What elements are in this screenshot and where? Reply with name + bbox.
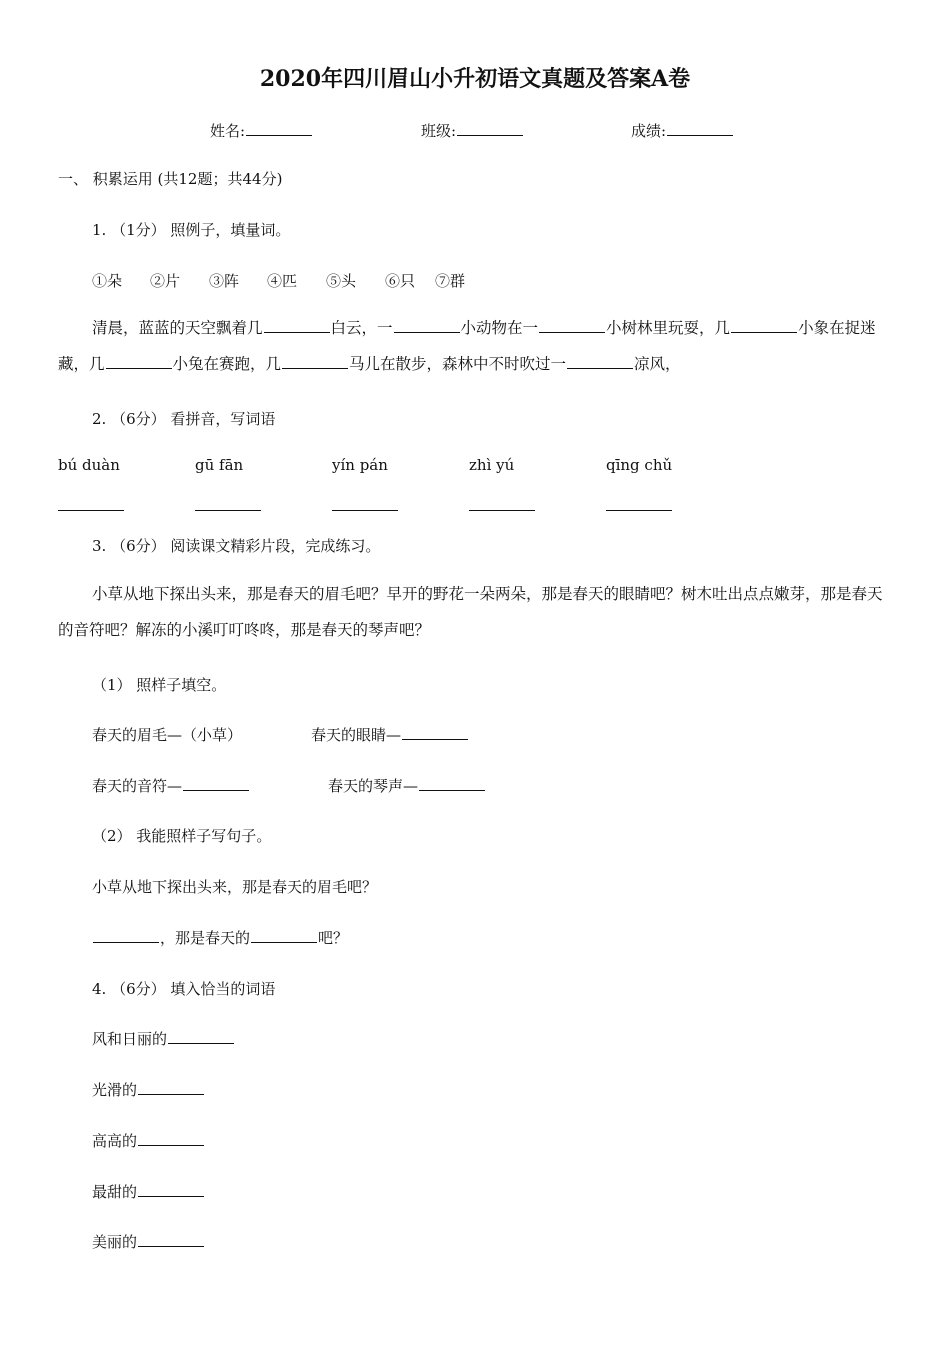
q3-item-qin: 春天的琴声— [328, 775, 486, 796]
question-4-prompt: 4. （6分） 填入恰当的词语 [92, 980, 276, 998]
score-blank[interactable] [667, 121, 733, 136]
score-label: 成绩: [631, 122, 667, 140]
q3-example-sentence: 小草从地下探出头来，那是春天的眉毛吧？ [92, 878, 378, 896]
q3-sub1: （1） 照样子填空。 [92, 676, 227, 694]
question-2-prompt: 2. （6分） 看拼音，写词语 [92, 410, 276, 428]
option: ④匹 [267, 272, 298, 290]
class-blank[interactable] [457, 121, 523, 136]
option: ②片 [150, 272, 181, 290]
answer-blank[interactable] [58, 510, 124, 511]
score-field[interactable] [631, 120, 734, 141]
answer-blank[interactable] [402, 725, 468, 740]
option: ⑦群 [435, 272, 466, 290]
answer-blank[interactable] [138, 1232, 204, 1247]
page-title: 2020年四川眉山小升初语文真题及答案A卷 [259, 66, 691, 92]
pinyin-item: bú duàn [58, 456, 120, 474]
answer-blank[interactable] [332, 510, 398, 511]
option: ③阵 [209, 272, 240, 290]
answer-blank[interactable] [606, 510, 672, 511]
answer-blank[interactable] [567, 354, 633, 369]
answer-blank[interactable] [93, 928, 159, 943]
q3-sub2: （2） 我能照样子写句子。 [92, 827, 272, 845]
answer-blank[interactable] [264, 318, 330, 333]
option: ⑤头 [326, 272, 357, 290]
q4-item: 光滑的 [92, 1079, 205, 1100]
answer-blank[interactable] [282, 354, 348, 369]
q1-passage: 清晨，蓝蓝的天空飘着几 白云，一 小动物在一 小树林里玩耍，几 小象在捉迷藏，几 小兔在赛跑，几 马儿在散步，森林中不时吹过一 凉风， [58, 319, 876, 373]
answer-blank[interactable] [106, 354, 172, 369]
q4-item: 高高的 [92, 1130, 205, 1151]
class-label: 班级: [421, 122, 457, 140]
option: ①朵 [92, 272, 123, 290]
answer-blank[interactable] [183, 776, 249, 791]
answer-blank[interactable] [195, 510, 261, 511]
q3-item-notes: 春天的音符— [92, 775, 250, 796]
answer-blank[interactable] [138, 1182, 204, 1197]
pinyin-item: yín pán [332, 456, 388, 474]
answer-blank[interactable] [539, 318, 605, 333]
name-label: 姓名: [210, 122, 246, 140]
answer-blank[interactable] [168, 1029, 234, 1044]
q3-example: 春天的眉毛—（小草） [92, 726, 243, 744]
q4-item: 最甜的 [92, 1181, 205, 1202]
pinyin-item: zhì yú [469, 456, 515, 474]
name-blank[interactable] [246, 121, 312, 136]
q1-options [92, 270, 465, 291]
question-3-prompt: 3. （6分） 阅读课文精彩片段，完成练习。 [92, 537, 381, 555]
class-field[interactable] [421, 120, 524, 141]
q3-passage: 小草从地下探出头来，那是春天的眉毛吧？早开的野花一朵两朵，那是春天的眼睛吧？树木吐出点点嫩芽，那是春天的音符吧？解冻的小溪叮叮咚咚，那是春天的琴声吧？ [58, 585, 883, 639]
answer-blank[interactable] [138, 1131, 204, 1146]
section-heading: 一、 积累运用 (共12题；共44分) [58, 170, 283, 188]
answer-blank[interactable] [394, 318, 460, 333]
q3-item-eyes: 春天的眼睛— [311, 724, 469, 745]
answer-blank[interactable] [138, 1080, 204, 1095]
pinyin-item: qīng chǔ [606, 456, 673, 474]
option: ⑥只 [385, 272, 416, 290]
q3-pattern-sentence: ，那是春天的 吧？ [92, 927, 348, 948]
answer-blank[interactable] [469, 510, 535, 511]
answer-blank[interactable] [251, 928, 317, 943]
name-field[interactable] [210, 120, 313, 141]
question-1-prompt: 1. （1分） 照例子，填量词。 [92, 221, 291, 239]
answer-blank[interactable] [731, 318, 797, 333]
answer-blank[interactable] [419, 776, 485, 791]
q4-item: 美丽的 [92, 1231, 205, 1252]
pinyin-item: gū fān [195, 456, 244, 474]
q4-item: 风和日丽的 [92, 1028, 235, 1049]
